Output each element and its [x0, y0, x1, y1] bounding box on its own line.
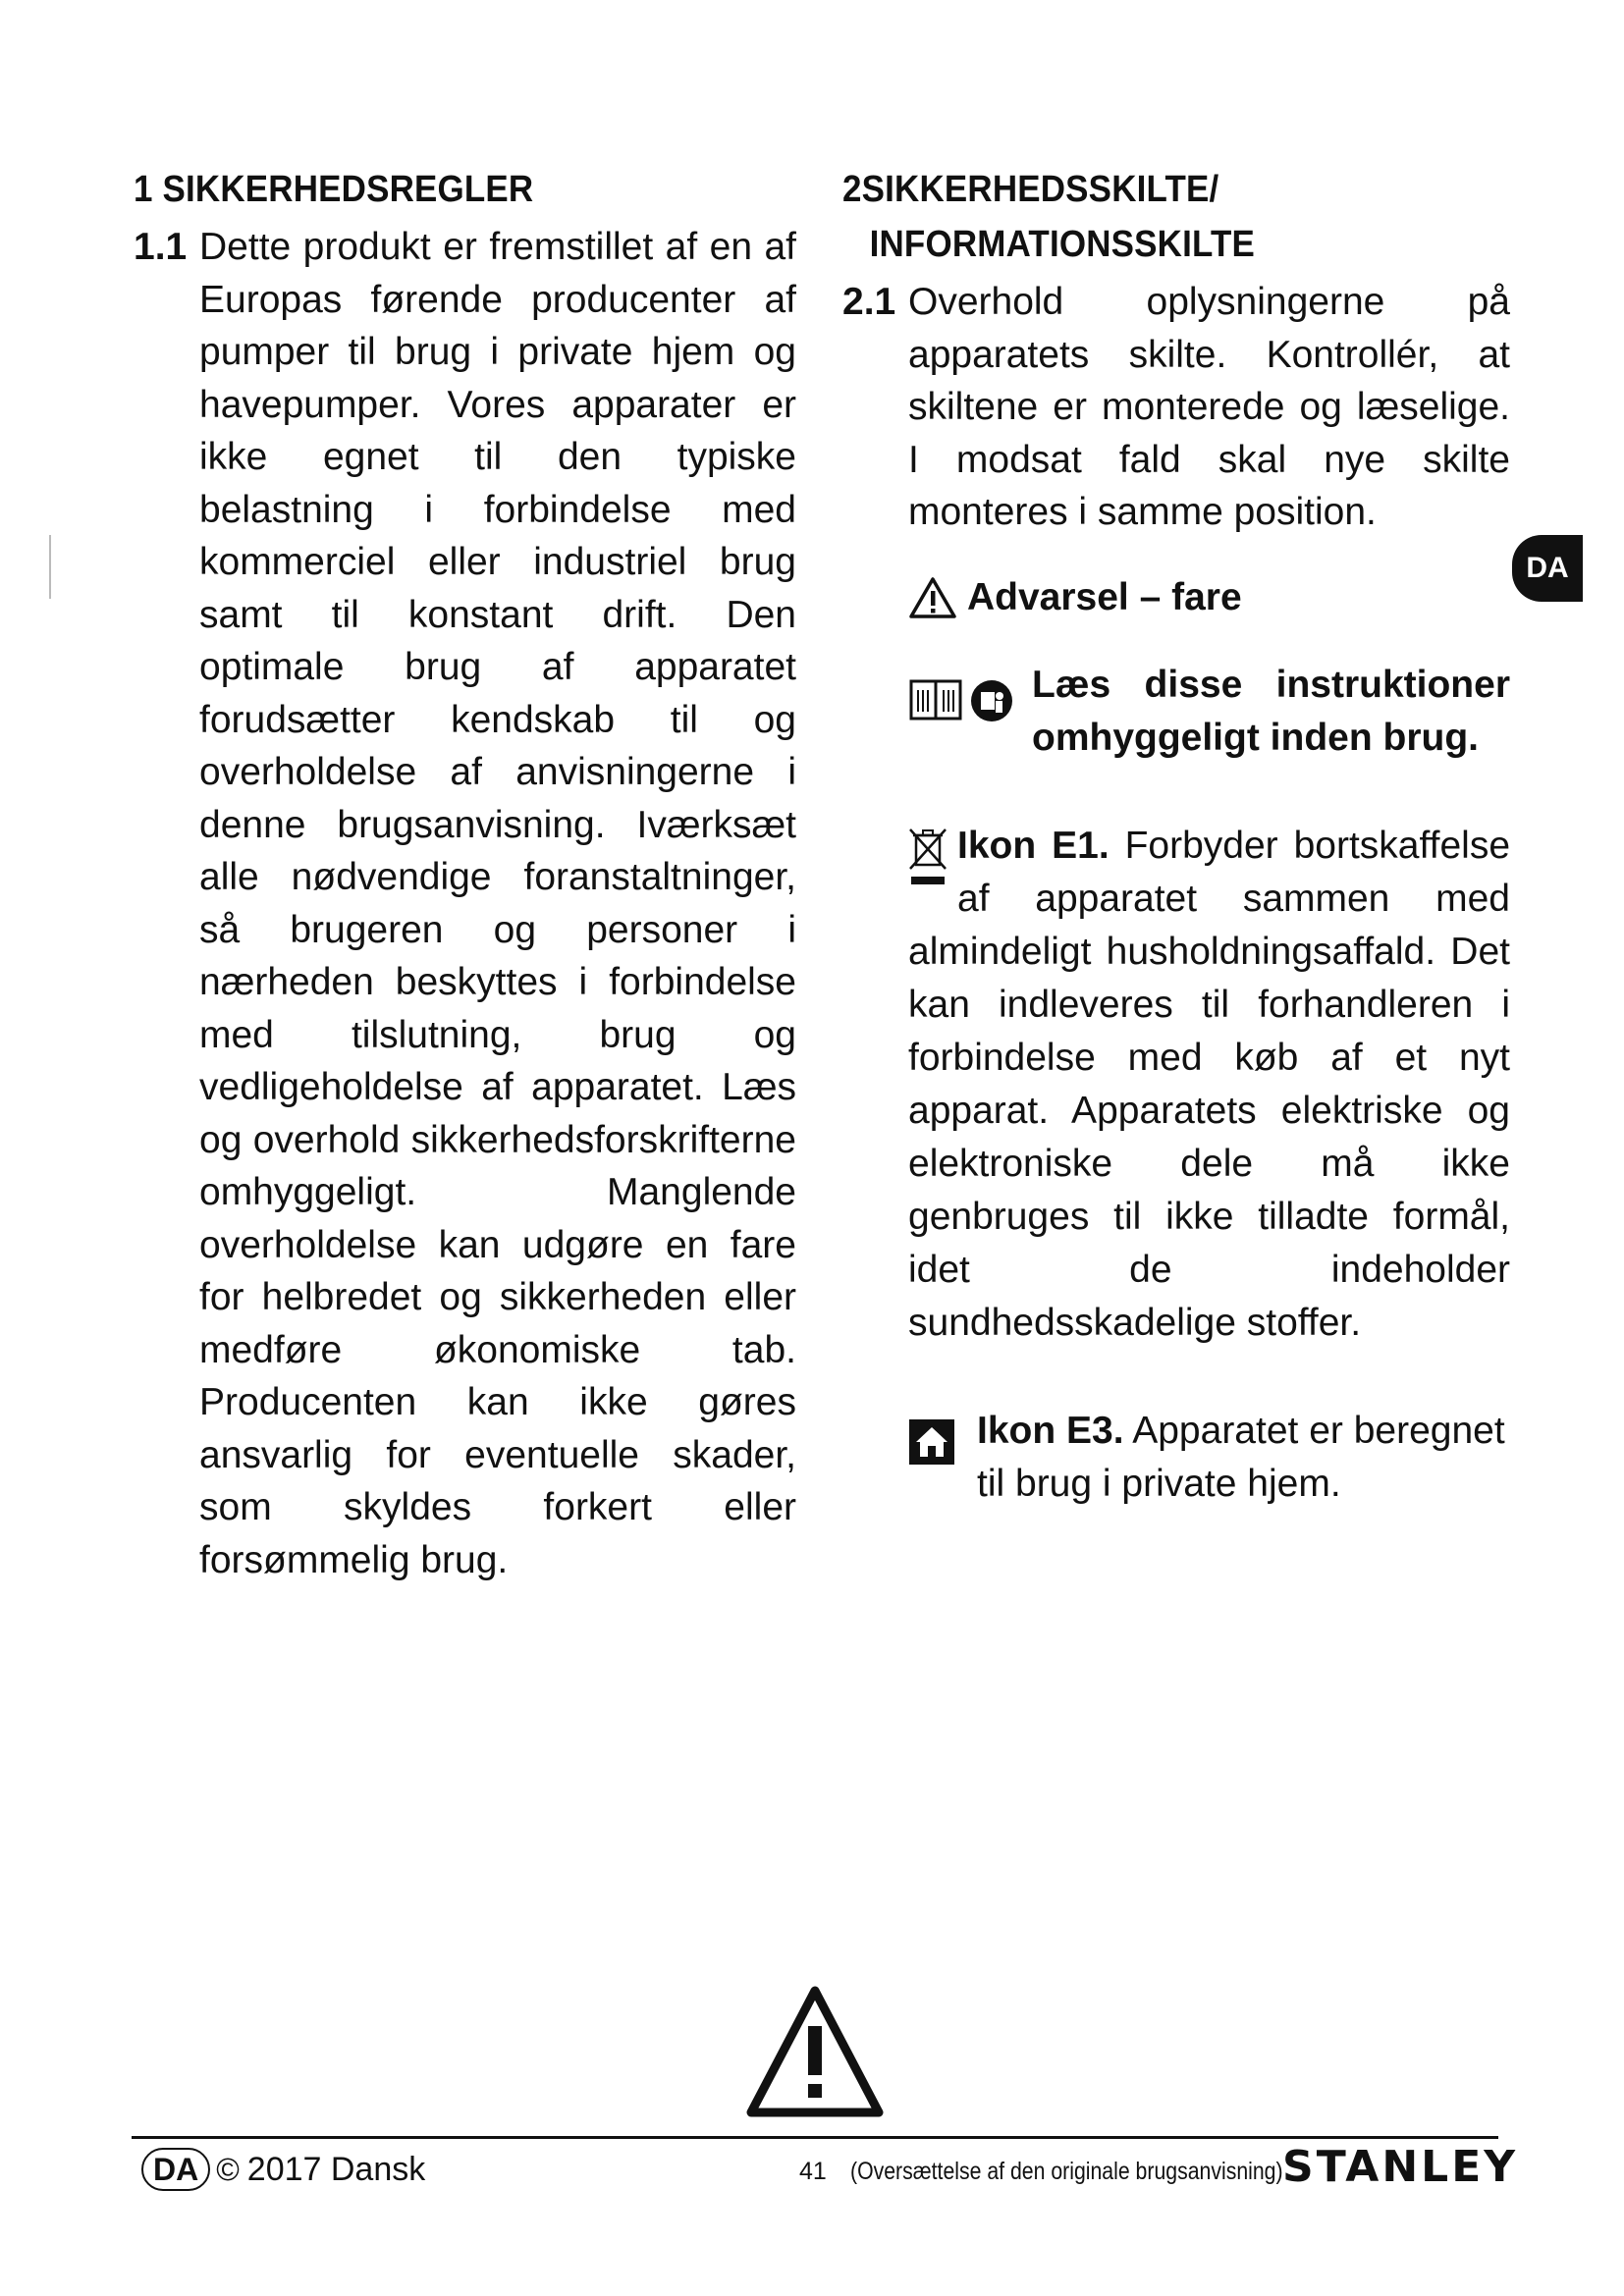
section-heading-signs: 2SIKKERHEDSSKILTE/: [842, 169, 1219, 210]
paragraph-1-1: [134, 221, 796, 1586]
brand-logo: STANLEY: [1282, 2142, 1519, 2192]
footer-lang-badge: DA: [141, 2148, 210, 2191]
page-number: 41: [799, 2158, 827, 2185]
footer-year-language: 2017 Dansk: [246, 2150, 426, 2188]
crossed-bin-icon: [908, 826, 947, 886]
right-column: [842, 162, 1510, 1511]
house-icon: [908, 1418, 955, 1466]
icon-e3-content: [977, 1405, 1510, 1511]
translation-note: (Oversættelse af den originale brugsanvisning): [849, 2158, 1283, 2185]
warning-triangle-icon: [744, 1983, 886, 2120]
icon-e3-text: Apparatet er beregnet til brug i private hjem.: [977, 1409, 1505, 1505]
paragraph-2-1: [842, 276, 1510, 539]
section-heading-signs-cont: INFORMATIONSSKILTE: [869, 224, 1255, 265]
read-icons: [908, 659, 1014, 765]
section-heading-safety: 1 SIKKERHEDSREGLER: [134, 169, 534, 210]
paragraph-number: 1.1: [134, 226, 188, 268]
footer-left: [141, 2148, 425, 2191]
icon-e1-text: Forbyder bortskaffelse af apparatet sammen med almindeligt husholdningsaffald. Det kan indleveres til forhandleren i forbindelse med køb af et nyt apparat. Apparatets elektriske og elektroniske dele må ikke genbruges til ikke tilladte formål, idet de indeholder sundhedsskadelige stoffer.: [908, 824, 1511, 1344]
warning-line: [842, 576, 1510, 619]
language-tab: DA: [1512, 535, 1583, 602]
paragraph-text: Overhold oplysningerne på apparatets skilte. Kontrollér, at skiltene er monterede og læselige. I modsat fald skal nye skilte monteres i samme position.: [908, 281, 1510, 533]
paragraph-text: Dette produkt er fremstillet af en af Europas førende producenter af pumper til brug i private hjem og havepumper. Vores apparater er ikke egnet til den typiske belastning i forbindelse med kommerciel eller industriel brug samt til konstant drift. Den optimale brug af apparatet forudsætter kendskab til og overholdelse af anvisningerne i denne brugsanvisning. Iværksæt alle nødvendige foranstaltninger, så brugeren og personer i nærheden beskyttes i forbindelse med tilslutning, brug og vedligeholdelse af apparatet. Læs og overhold sikkerhedsforskrifterne omhyggeligt. Manglende overholdelse kan udgøre en fare for helbredet og sikkerheden eller medføre økonomiske tab. Producenten kan ikke gøres ansvarlig for eventuelle skader, som skyldes forkert eller forsømmelig brug.: [199, 226, 796, 1581]
read-manual-icon: [969, 678, 1014, 723]
crop-mark: [49, 535, 51, 599]
left-column: [134, 162, 796, 1586]
read-instructions-text: Læs disse instruktioner omhyggeligt inden brug.: [1032, 663, 1510, 759]
icon-e1-block: [908, 820, 1510, 1350]
footer-divider: [132, 2136, 1498, 2139]
warning-label: Advarsel – fare: [967, 575, 1242, 618]
paragraph-number: 2.1: [842, 281, 896, 323]
manual-book-icon: [908, 678, 963, 721]
copyright-symbol: ©: [216, 2151, 240, 2187]
icon-e3-label: Ikon E3.: [977, 1409, 1124, 1452]
icon-e1-label: Ikon E1.: [957, 824, 1110, 867]
icon-e3-block: [908, 1405, 1510, 1511]
read-instructions-block: [908, 659, 1510, 765]
warning-triangle-icon: [908, 576, 957, 619]
footer-center: [799, 2158, 1359, 2186]
e3-icon-wrap: [908, 1405, 955, 1511]
